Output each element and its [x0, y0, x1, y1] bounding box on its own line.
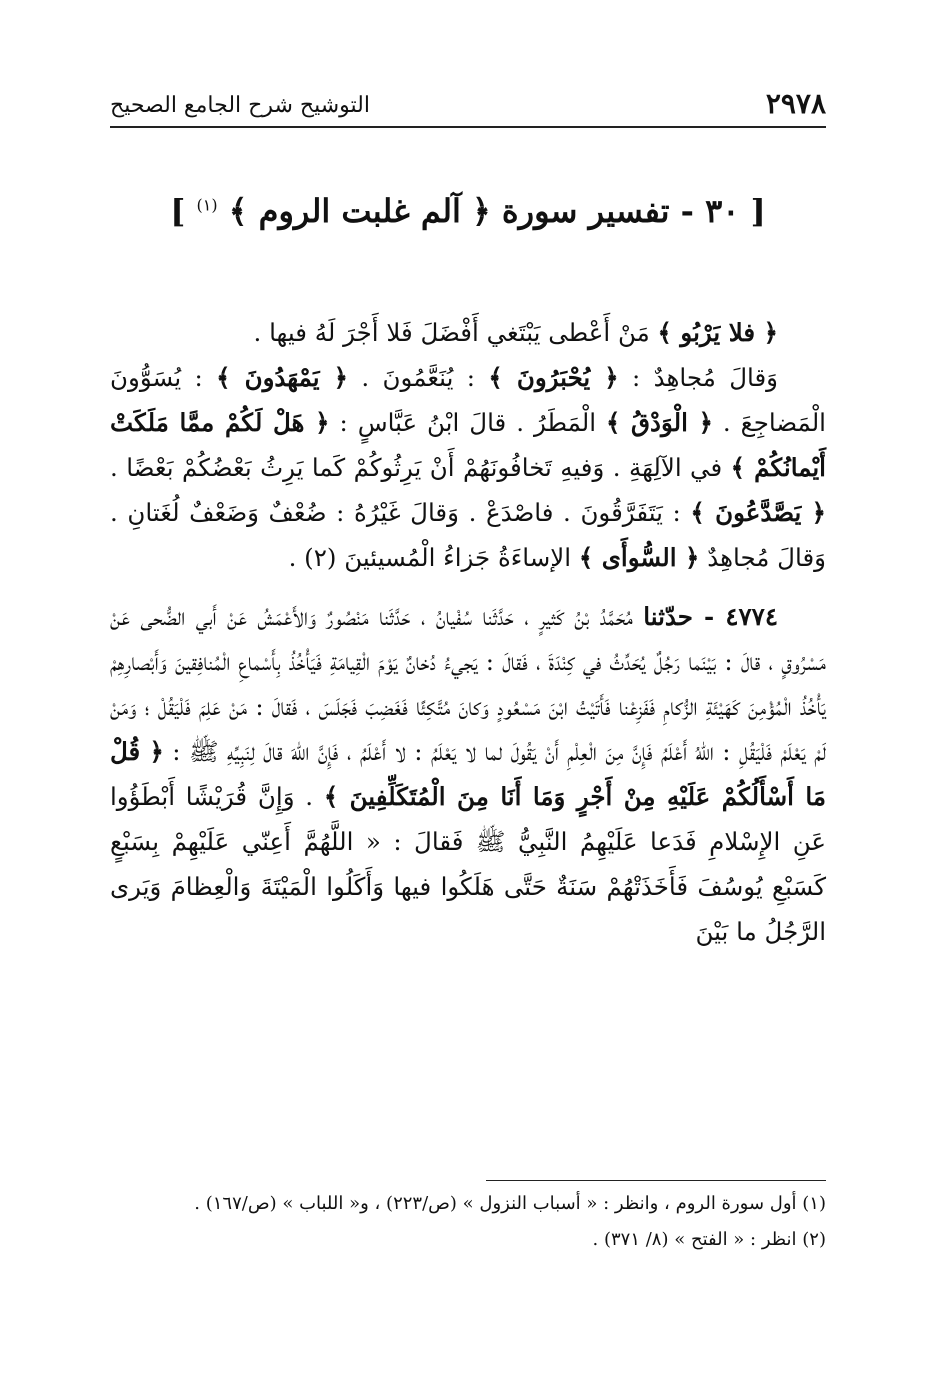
paragraph-text: وَقالَ مُجاهِدٌ :: [618, 363, 779, 392]
chapter-close-bracket: ]: [170, 192, 186, 230]
chapter-title-text: [ ٣٠ - تفسير سورة ﴿ آلم غلبت الروم ﴾: [228, 192, 766, 230]
chapter-title: [110, 192, 826, 230]
body-text: [110, 310, 826, 954]
quran-term: ﴿ يَمْهَدُونَ ﴾: [216, 363, 349, 392]
quran-term: ﴿ فلا يَرْبُو ﴾: [657, 318, 778, 347]
page-number: ٢٩٧٨: [765, 87, 826, 120]
footnotes: [110, 1188, 826, 1260]
paragraph-text: مُحَمَّدُ بْنُ كَثيرٍ ، حَدَّثَنا سُفْيانُ ، حَدَّثَنا مَنْصُورٌ وَالأَعْمَشُ عَنْ أَبي الضُّحى عَنْ مَسْرُوقٍ ، قالَ : بَيْنَما رَجُلٌ يُحَدِّثُ في كِنْدَةَ ، فَقالَ : يَجيءُ دُخانٌ يَوْمَ الْقِيامَةِ فَيَأْخُذُ بِأَسْماعِ الْمُنافِقينَ وَأَبْصارِهِمْ يَأْخُذُ الْمُؤْمِنَ كَهَيْئَةِ الزُّكامِ فَفَزِعْنا فَأَتَيْتُ ابْنَ مَسْعُودٍ وَكانَ مُتَّكِئًا فَغَضِبَ فَجَلَسَ ، فَقالَ : مَنْ عَلِمَ فَلْيَقُلْ ؛ وَمَنْ لَمْ يَعْلَمْ فَلْيَقُلِ : اللهُ أَعْلَمُ فَإِنَّ مِنَ الْعِلْمِ أَنْ يَقُولَ لما لا يَعْلَمُ : لا أَعْلَمُ ، فَإِنَّ اللهَ قالَ لِنَبِيِّهِ ﷺ :: [110, 602, 826, 766]
commentary-paragraph: [110, 310, 826, 355]
paragraph-text: في الآلِهَةِ . وَفيهِ تَخافُونَهُمْ أَنْ يَرِثُوكُمْ كَما يَرِثُ بَعْضُكُمْ بَعْضًا .: [110, 453, 731, 482]
footnote-2: (٢) انظر : « الفتح » (٨/ ٣٧١) .: [592, 1229, 826, 1250]
footnote-reference: (١): [196, 195, 218, 215]
paragraph-text: الْمَطَرُ . قالَ ابْنُ عَبَّاسٍ :: [329, 408, 606, 437]
quran-term: ﴿ يُحْبَرُونَ ﴾: [488, 363, 619, 392]
quran-term: ﴿ هَلْ لَكُمْ ممَّا مَلَكَتْ أَيْمانُكُمْ ﴾: [110, 408, 826, 482]
footnote-divider: [486, 1180, 826, 1181]
page-header: [110, 82, 826, 128]
paragraph-text: : يُسَوُّونَ الْمَضاجِعَ .: [110, 363, 826, 437]
quran-term: ﴿ يَصَّدَّعُونَ ﴾: [690, 498, 826, 527]
footnote-1: (١) أول سورة الروم ، وانظر : « أسباب النزول » (ص/٢٢٣) ، و« اللباب » (ص/١٦٧) .: [194, 1193, 826, 1214]
quran-term: ﴿ الْوَدْقُ ﴾: [605, 408, 713, 437]
paragraph-text: : يَتَفَرَّقُونَ . فاصْدَعْ . وَقالَ غَيْرُهُ : ضُعْفٌ وَضَعْفٌ لُغَتانِ . وَقالَ مُجاهِدٌ: [110, 498, 826, 572]
running-title: التوشيح شرح الجامع الصحيح: [110, 93, 370, 118]
hadith-paragraph: [110, 594, 826, 954]
quran-term: ٤٧٧٤ - حدّثنا: [643, 602, 778, 631]
paragraph-text: مَنْ أَعْطى يَبْتَغي أَفْضَلَ فَلا أَجْرَ لَهُ فيها .: [253, 318, 658, 347]
paragraph-text: الإساءَةُ جَزاءُ الْمُسيئينَ (٢) .: [288, 543, 579, 572]
paragraph-text: . وَإِنَّ قُرَيْشًا أَبْطَؤُوا عَنِ الإِسْلامِ فَدَعا عَلَيْهِمُ النَّبِيُّ ﷺ فَقالَ : « اللَّهُمَّ أَعِنّي عَلَيْهِمْ بِسَبْعٍ كَسَبْعِ يُوسُفَ فَأَخَذَتْهُمْ سَنَةٌ حَتَّى هَلَكُوا فيها وَأَكَلُوا الْمَيْتَةَ وَالْعِظامَ وَيَرى الرَّجُلُ ما بَيْنَ: [110, 782, 826, 946]
paragraph-text: : يُنَعَّمُونَ .: [348, 363, 489, 392]
quran-term: ﴿ قُلْ مَا أَسْأَلُكُمْ عَلَيْهِ مِنْ أَجْرٍ وَمَا أَنَا مِنَ الْمُتَكَلِّفِينَ ﴾: [110, 737, 826, 811]
commentary-paragraph: [110, 355, 826, 580]
quran-term: ﴿ السُّوأَى ﴾: [578, 543, 700, 572]
